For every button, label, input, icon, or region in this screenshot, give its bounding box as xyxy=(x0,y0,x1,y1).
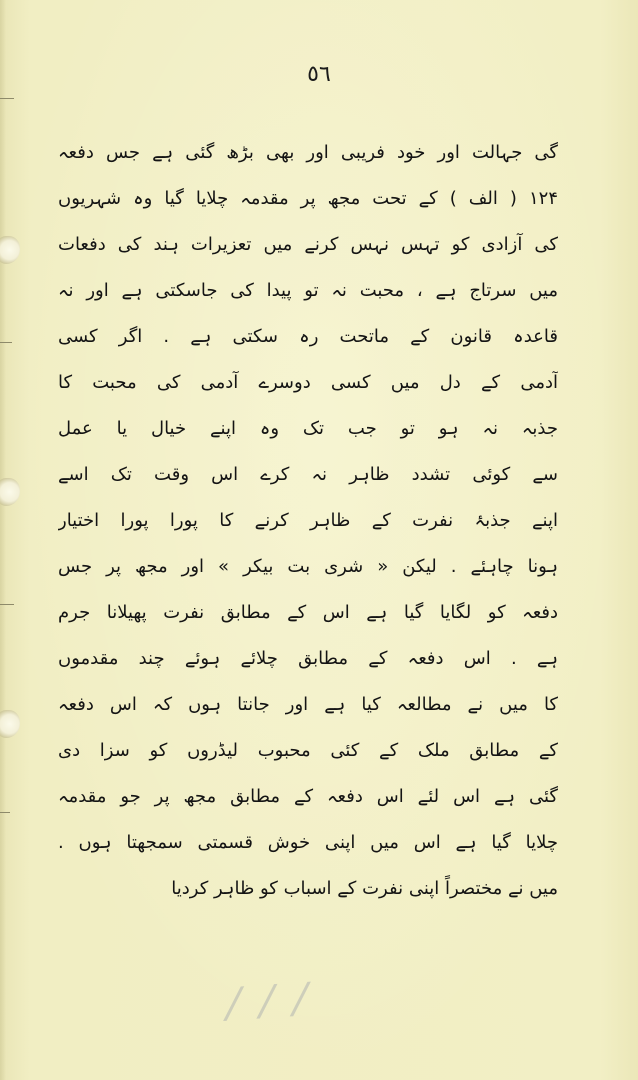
margin-mark xyxy=(0,604,14,605)
text-line: دفعہ کو لگایا گیا ہے اس کے مطابق نفرت پھیلانا جرم xyxy=(58,602,558,623)
text-line: چلایا گیا ہے اس میں اپنی خوش قسمتی سمجھتا ہوں . xyxy=(58,832,558,853)
text-line: سے کوئی تشدد ظاہر نہ کرے اس وقت تک اسے xyxy=(58,464,558,485)
binding-hole xyxy=(0,236,20,264)
margin-mark xyxy=(0,812,10,813)
text-line: اپنے جذبۂ نفرت کے ظاہر کرنے کا پورا پورا اختیار xyxy=(58,510,558,531)
text-line: ہے . اس دفعہ کے مطابق چلائے ہوئے چند مقدموں xyxy=(58,648,558,669)
body-text xyxy=(58,130,558,912)
faint-pencil-marks: ⁄ ⁄ ⁄ xyxy=(228,974,312,1031)
text-line: کے مطابق ملک کے کئی محبوب لیڈروں کو سزا دی xyxy=(58,740,558,761)
text-line: جذبہ نہ ہو تو جب تک وہ اپنے خیال یا عمل xyxy=(58,418,558,439)
text-line: گی جہالت اور خود فریبی اور بھی بڑھ گئی ہے جس دفعہ xyxy=(58,142,558,163)
margin-mark xyxy=(0,342,12,343)
binding-hole xyxy=(0,710,20,738)
text-line: میں سرتاج ہے ، محبت نہ تو پیدا کی جاسکتی ہے اور نہ xyxy=(58,280,558,301)
text-line: ہونا چاہئے . لیکن « شری بت بیکر » اور مجھ پر جس xyxy=(58,556,558,577)
text-line: میں نے مختصراً اپنی نفرت کے اسباب کو ظاہر کردیا xyxy=(171,878,558,899)
text-line: کی آزادی کو تہس نہس کرنے میں تعزیرات ہند کی دفعات xyxy=(58,234,558,255)
text-line: کا میں نے مطالعہ کیا ہے اور جانتا ہوں کہ اس دفعہ xyxy=(58,694,558,715)
binding-hole xyxy=(0,478,20,506)
text-line: گئی ہے اس لئے اس دفعہ کے مطابق مجھ پر جو مقدمہ xyxy=(58,786,558,807)
page-edge-shadow xyxy=(0,0,6,1080)
text-line: قاعدہ قانون کے ماتحت رہ سکتی ہے . اگر کسی xyxy=(58,326,558,347)
text-line: ۱۲۴ ( الف ) کے تحت مجھ پر مقدمہ چلایا گیا وہ شہریوں xyxy=(58,188,558,209)
text-line: آدمی کے دل میں کسی دوسرے آدمی کی محبت کا xyxy=(58,372,558,393)
page-number: ٥٦ xyxy=(307,62,331,87)
margin-mark xyxy=(0,98,14,99)
